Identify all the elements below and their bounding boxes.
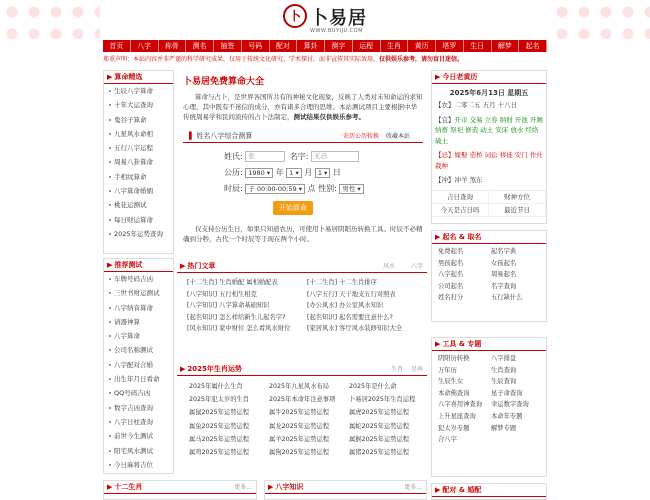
- list-item[interactable]: 车牌号码吉凶: [104, 272, 173, 286]
- year-select[interactable]: 1980 ▾: [245, 168, 273, 178]
- list-item[interactable]: 今日麻将吉位: [104, 458, 173, 472]
- huangli-ji: 【忌】嫁娶 造桥 词讼 移徙 安门 作灶 栽种: [435, 151, 543, 170]
- shier-panel: [103, 480, 257, 500]
- site-title: 卜易居: [310, 8, 367, 29]
- hot-articles-title: ▶ 热门文章 风水 八字: [177, 260, 427, 273]
- form-title-bar: [183, 130, 423, 143]
- article-link[interactable]: 属马2025年运势运程: [189, 435, 250, 443]
- hot-tag-bazi[interactable]: 八字: [410, 263, 423, 270]
- tool-link[interactable]: 上升星座查询: [438, 412, 476, 420]
- site-header: [0, 0, 650, 39]
- peidui-panel: [431, 483, 547, 500]
- main-nav: [103, 40, 547, 52]
- huangli-link[interactable]: 今天是吉日吗: [432, 204, 489, 217]
- header-pattern-left: [0, 0, 100, 39]
- tuijian-list: [104, 272, 173, 472]
- month-unit: 月: [304, 168, 313, 177]
- qiming-link[interactable]: 免费起名: [438, 248, 464, 255]
- article-link[interactable]: [八字知识] 八字算命基础知识: [187, 302, 270, 310]
- tool-link[interactable]: 本命年专题: [491, 412, 523, 420]
- disclaimer-text: 郑重声明：本站内容并非严谨的科学研究成果，仅用于传统文化研究、学术探讨，而非宣传其实际效用，: [103, 56, 380, 63]
- article-link[interactable]: [八字五行] 天干地支五行对照表: [307, 290, 396, 298]
- list-item[interactable]: 前世今生测试: [104, 429, 173, 443]
- qiming-link[interactable]: 五行缺什么: [491, 294, 523, 302]
- form-title: 姓名八字综合测算: [196, 132, 253, 140]
- tool-link[interactable]: 生肖查询: [491, 366, 517, 374]
- article-link[interactable]: 属鸡2025年运势运程: [189, 448, 250, 456]
- suanming-panel-title: ▶ 算命精选: [104, 71, 173, 84]
- year-unit: 年: [275, 168, 284, 177]
- gender-label: 性别:: [318, 184, 337, 193]
- form-note: 仅支持公历生日，如果只知道农历，可使用卜易居阴阳历转换工具。时辰不必精确到分秒，古代一个时辰等于现在两个小时。: [183, 225, 423, 243]
- article-link[interactable]: 属兔2025年运势运程: [189, 422, 250, 430]
- qiming-link[interactable]: 周易起名: [491, 271, 517, 279]
- given-name-input[interactable]: 无忌: [311, 151, 359, 162]
- list-item[interactable]: 桃花运测试: [104, 198, 173, 212]
- minute-label: 点: [307, 184, 316, 193]
- surname-label: 姓氏:: [224, 152, 243, 161]
- tool-link[interactable]: 星子命查询: [491, 389, 523, 397]
- site-logo[interactable]: [283, 4, 373, 36]
- intro-emph: 测试结果仅供娱乐参考。: [293, 113, 365, 121]
- article-link[interactable]: [十二生肖] 十二生肖排序: [307, 279, 377, 286]
- article-link[interactable]: [起名知识] 起名需要注意什么?: [307, 313, 393, 321]
- qiming-list: [432, 244, 546, 306]
- list-item[interactable]: 数字吉凶查询: [104, 401, 173, 415]
- article-link[interactable]: 属虎2025年运势运程: [349, 409, 410, 417]
- tool-link[interactable]: 八字喜用神查询: [438, 401, 483, 409]
- list-item[interactable]: 公司名称测试: [104, 343, 173, 357]
- nav-item[interactable]: 塔罗: [436, 40, 464, 52]
- nav-item[interactable]: 起名: [519, 40, 547, 52]
- nav-item[interactable]: 称骨: [159, 40, 187, 52]
- date-label: 公历:: [224, 168, 243, 177]
- article-link[interactable]: 属猪2025年运势运程: [349, 448, 410, 456]
- calendar-convert-link[interactable]: 农历公历转换: [343, 133, 380, 140]
- tuijian-panel-title: ▶ 推荐测试: [104, 259, 173, 272]
- nav-item[interactable]: 测名: [186, 40, 214, 52]
- qiming-panel: [431, 230, 547, 322]
- disclaimer-emph: 仅供娱乐参考，请勿盲目迷信。: [379, 56, 464, 63]
- bookmark-link[interactable]: 收藏本站: [386, 133, 411, 140]
- bazi-knowledge-title: ▶ 八字知识 更多...: [265, 481, 426, 494]
- bazi-knowledge-panel: [264, 480, 427, 500]
- article-link[interactable]: 属狗2025年运势运程: [269, 448, 330, 456]
- list-item[interactable]: 鬼谷子算命: [104, 113, 173, 127]
- triangle-icon: ▶: [435, 340, 441, 348]
- tool-link[interactable]: 合八字: [438, 436, 457, 444]
- article-link[interactable]: 2025年是什么命: [349, 383, 397, 390]
- suanming-panel: [103, 70, 174, 254]
- list-item[interactable]: 2025年运势查询: [104, 227, 173, 241]
- article-link[interactable]: 属蛇2025年运势运程: [349, 422, 410, 430]
- tool-link[interactable]: 生辰查询: [491, 378, 517, 386]
- article-link[interactable]: 2025年九星风水布局: [269, 383, 330, 390]
- time-select[interactable]: 子 00:00-00:59 ▾: [245, 184, 305, 194]
- qiming-link[interactable]: 男孩起名: [438, 259, 464, 267]
- triangle-icon: ▶: [180, 365, 186, 373]
- list-item[interactable]: 八字算命: [104, 329, 173, 343]
- qiming-link[interactable]: 女孩起名: [491, 259, 517, 267]
- bar-icon: ▌: [189, 132, 195, 140]
- submit-button[interactable]: 开始算命: [273, 201, 313, 215]
- list-item[interactable]: 阳宅风水测试: [104, 444, 173, 458]
- gongju-list: [432, 351, 546, 448]
- list-item[interactable]: 请器神算: [104, 315, 173, 329]
- gongju-panel: [431, 337, 547, 477]
- sx-tag-xingzuo[interactable]: 星座: [410, 366, 423, 373]
- list-item[interactable]: 十年大运查询: [104, 98, 173, 112]
- list-item[interactable]: 周易八卦算命: [104, 155, 173, 169]
- triangle-icon: ▶: [268, 483, 274, 491]
- nav-item[interactable]: 号码: [242, 40, 270, 52]
- nav-item[interactable]: 抽签: [214, 40, 242, 52]
- nav-item[interactable]: 黄历: [408, 40, 436, 52]
- sx2025-panel: [177, 363, 427, 475]
- shier-more-link[interactable]: 更多...: [234, 484, 252, 491]
- triangle-icon: ▶: [107, 73, 113, 81]
- tool-link[interactable]: 阴阳历转换: [438, 355, 470, 362]
- sx-tag-shengxiao[interactable]: 生肖: [390, 366, 403, 373]
- article-link[interactable]: 2025年属什么生肖: [189, 383, 243, 390]
- triangle-icon: ▶: [107, 261, 113, 269]
- bazi-more-link[interactable]: 更多...: [404, 484, 422, 491]
- surname-input[interactable]: 张: [245, 151, 285, 162]
- list-item[interactable]: 九星风水命相: [104, 127, 173, 141]
- tool-link[interactable]: 生辰生女: [438, 378, 464, 386]
- list-item[interactable]: 八字日柱查询: [104, 415, 173, 429]
- nav-item[interactable]: 八字: [131, 40, 159, 52]
- article-link[interactable]: [八字知识] 五行相生相克: [187, 290, 257, 298]
- huangli-link[interactable]: 吉日查询: [432, 191, 489, 204]
- huangli-link[interactable]: 最近节日: [489, 204, 546, 217]
- date-row: [224, 167, 341, 178]
- tool-link[interactable]: 幸运数字查询: [491, 401, 529, 409]
- nav-item[interactable]: 首页: [103, 40, 131, 52]
- tuijian-panel: [103, 258, 174, 474]
- nav-item[interactable]: 算卦: [297, 40, 325, 52]
- nav-item[interactable]: 生肖: [381, 40, 409, 52]
- gongju-title: ▶ 工具 & 专题: [432, 338, 546, 351]
- article-link[interactable]: 卜易居2025年生肖运程: [349, 396, 416, 404]
- article-link[interactable]: 属龙2025年运势运程: [269, 422, 330, 430]
- day-select[interactable]: 1 ▾: [315, 168, 330, 178]
- site-url: WWW.BUYIJU.COM: [310, 28, 363, 34]
- list-item[interactable]: 八字纳音算命: [104, 301, 173, 315]
- huangli-date: 2025年6月13日 星期五: [449, 89, 529, 97]
- tool-link[interactable]: 万年历: [438, 366, 457, 374]
- header-pattern-right: [550, 0, 650, 39]
- qiming-title: ▶ 起名 & 取名: [432, 231, 546, 244]
- list-item[interactable]: 八字配对合婚: [104, 358, 173, 372]
- article-link[interactable]: [起名知识] 怎么样给新生儿起名字?: [187, 313, 286, 321]
- triangle-icon: ▶: [180, 262, 186, 270]
- gender-select[interactable]: 男性 ▾: [339, 184, 363, 194]
- nav-item[interactable]: 生日: [464, 40, 492, 52]
- article-link[interactable]: [风水知识] 家中财位 怎么看风水财位: [187, 325, 291, 333]
- list-item[interactable]: 出生年月日看命: [104, 372, 173, 386]
- shier-panel-title: ▶ 十二生肖 更多...: [104, 481, 256, 494]
- huangli-yi: 【宜】开市 交易 立券 纳财 开池 开厕 纳畜 祭祀 修造 动土 安床 放水 经络 破土: [435, 115, 543, 145]
- article-link[interactable]: [家居风水] 客厅风水装修知识大全: [307, 325, 403, 333]
- day-unit: 日: [332, 168, 341, 177]
- article-link[interactable]: [十二生肖] 生肖婚配 属相婚配表: [187, 279, 278, 286]
- article-link[interactable]: 属牛2025年运势运程: [269, 409, 330, 417]
- list-item[interactable]: 八字算命婚姻: [104, 184, 173, 198]
- article-link[interactable]: 属鼠2025年运势运程: [189, 409, 250, 417]
- tool-link[interactable]: 解梦专题: [491, 424, 517, 432]
- disclaimer-notice: [103, 54, 547, 66]
- huangli-title: ▶ 今日老黄历: [432, 71, 546, 84]
- sx2025-title: ▶ 2025年生肖运势 生肖 星座: [177, 363, 427, 376]
- qiming-link[interactable]: 八字起名: [438, 271, 464, 279]
- name-row: [224, 151, 359, 162]
- huangli-panel: [431, 70, 547, 224]
- nav-item[interactable]: 解梦: [492, 40, 520, 52]
- qiming-link[interactable]: 名字查询: [491, 282, 517, 290]
- triangle-icon: ▶: [435, 486, 441, 494]
- article-link[interactable]: 2025年犯太岁的生肖: [189, 396, 250, 404]
- time-label: 时辰:: [224, 184, 243, 193]
- huangli-links: [432, 190, 546, 217]
- qiming-link[interactable]: 公司起名: [438, 282, 464, 290]
- logo-seal-icon: 卜: [283, 4, 307, 28]
- page-title: 卜易居免费算命大全: [183, 77, 265, 87]
- list-item[interactable]: 生辰八字算命: [104, 84, 173, 98]
- article-link[interactable]: 属猴2025年运势运程: [349, 435, 410, 443]
- qiming-link[interactable]: 姓名打分: [438, 294, 464, 302]
- month-select[interactable]: 1 ▾: [286, 168, 301, 178]
- list-item[interactable]: 三世书财运测试: [104, 286, 173, 300]
- huangli-link[interactable]: 财神方位: [489, 191, 546, 204]
- triangle-icon: ▶: [435, 73, 441, 81]
- nav-item[interactable]: 运程: [353, 40, 381, 52]
- tool-link[interactable]: 犯太岁专题: [438, 424, 470, 432]
- sx2025-list: [187, 380, 427, 459]
- huangli-chong: 【冲】冲羊 煞东: [435, 176, 483, 184]
- intro-text: 算命与占卜，是世界各国所共有的神秘文化现象，反映了人类对未知命运的求知心理，其中既有不迷信的成分，亦有诸多合理的思维。本站测试项目主要根据中华传统周易学和民间流传的占卜法制定，测试结果仅供娱乐参考。: [183, 93, 423, 121]
- peidui-title: ▶ 配对 & 婚配: [432, 484, 546, 497]
- hot-articles-panel: [177, 260, 427, 356]
- nav-item[interactable]: 配对: [270, 40, 298, 52]
- list-item[interactable]: QQ号码吉凶: [104, 386, 173, 400]
- list-item[interactable]: 手相纹算命: [104, 170, 173, 184]
- nav-item[interactable]: 测字: [325, 40, 353, 52]
- hot-tag-fengshui[interactable]: 风水: [382, 263, 395, 270]
- given-name-label: 名字:: [289, 152, 309, 161]
- suanming-list: [104, 84, 173, 241]
- tool-link[interactable]: 本命佛查询: [438, 389, 470, 397]
- list-item[interactable]: 每日财运算命: [104, 213, 173, 227]
- time-row: [224, 183, 364, 194]
- hot-articles-list: [185, 277, 425, 335]
- article-link[interactable]: 2025年本命年注意事项: [269, 396, 336, 404]
- tool-link[interactable]: 八字排盘: [491, 355, 517, 362]
- article-link[interactable]: 属羊2025年运势运程: [269, 435, 330, 443]
- huangli-nongli: 【农】二零二五 五月 十八日: [435, 101, 518, 109]
- qiming-link[interactable]: 起名字典: [491, 248, 517, 255]
- article-link[interactable]: [办公风水] 办公室风水知识: [307, 302, 384, 310]
- list-item[interactable]: 五行八字运程: [104, 141, 173, 155]
- triangle-icon: ▶: [435, 233, 441, 241]
- triangle-icon: ▶: [107, 483, 113, 491]
